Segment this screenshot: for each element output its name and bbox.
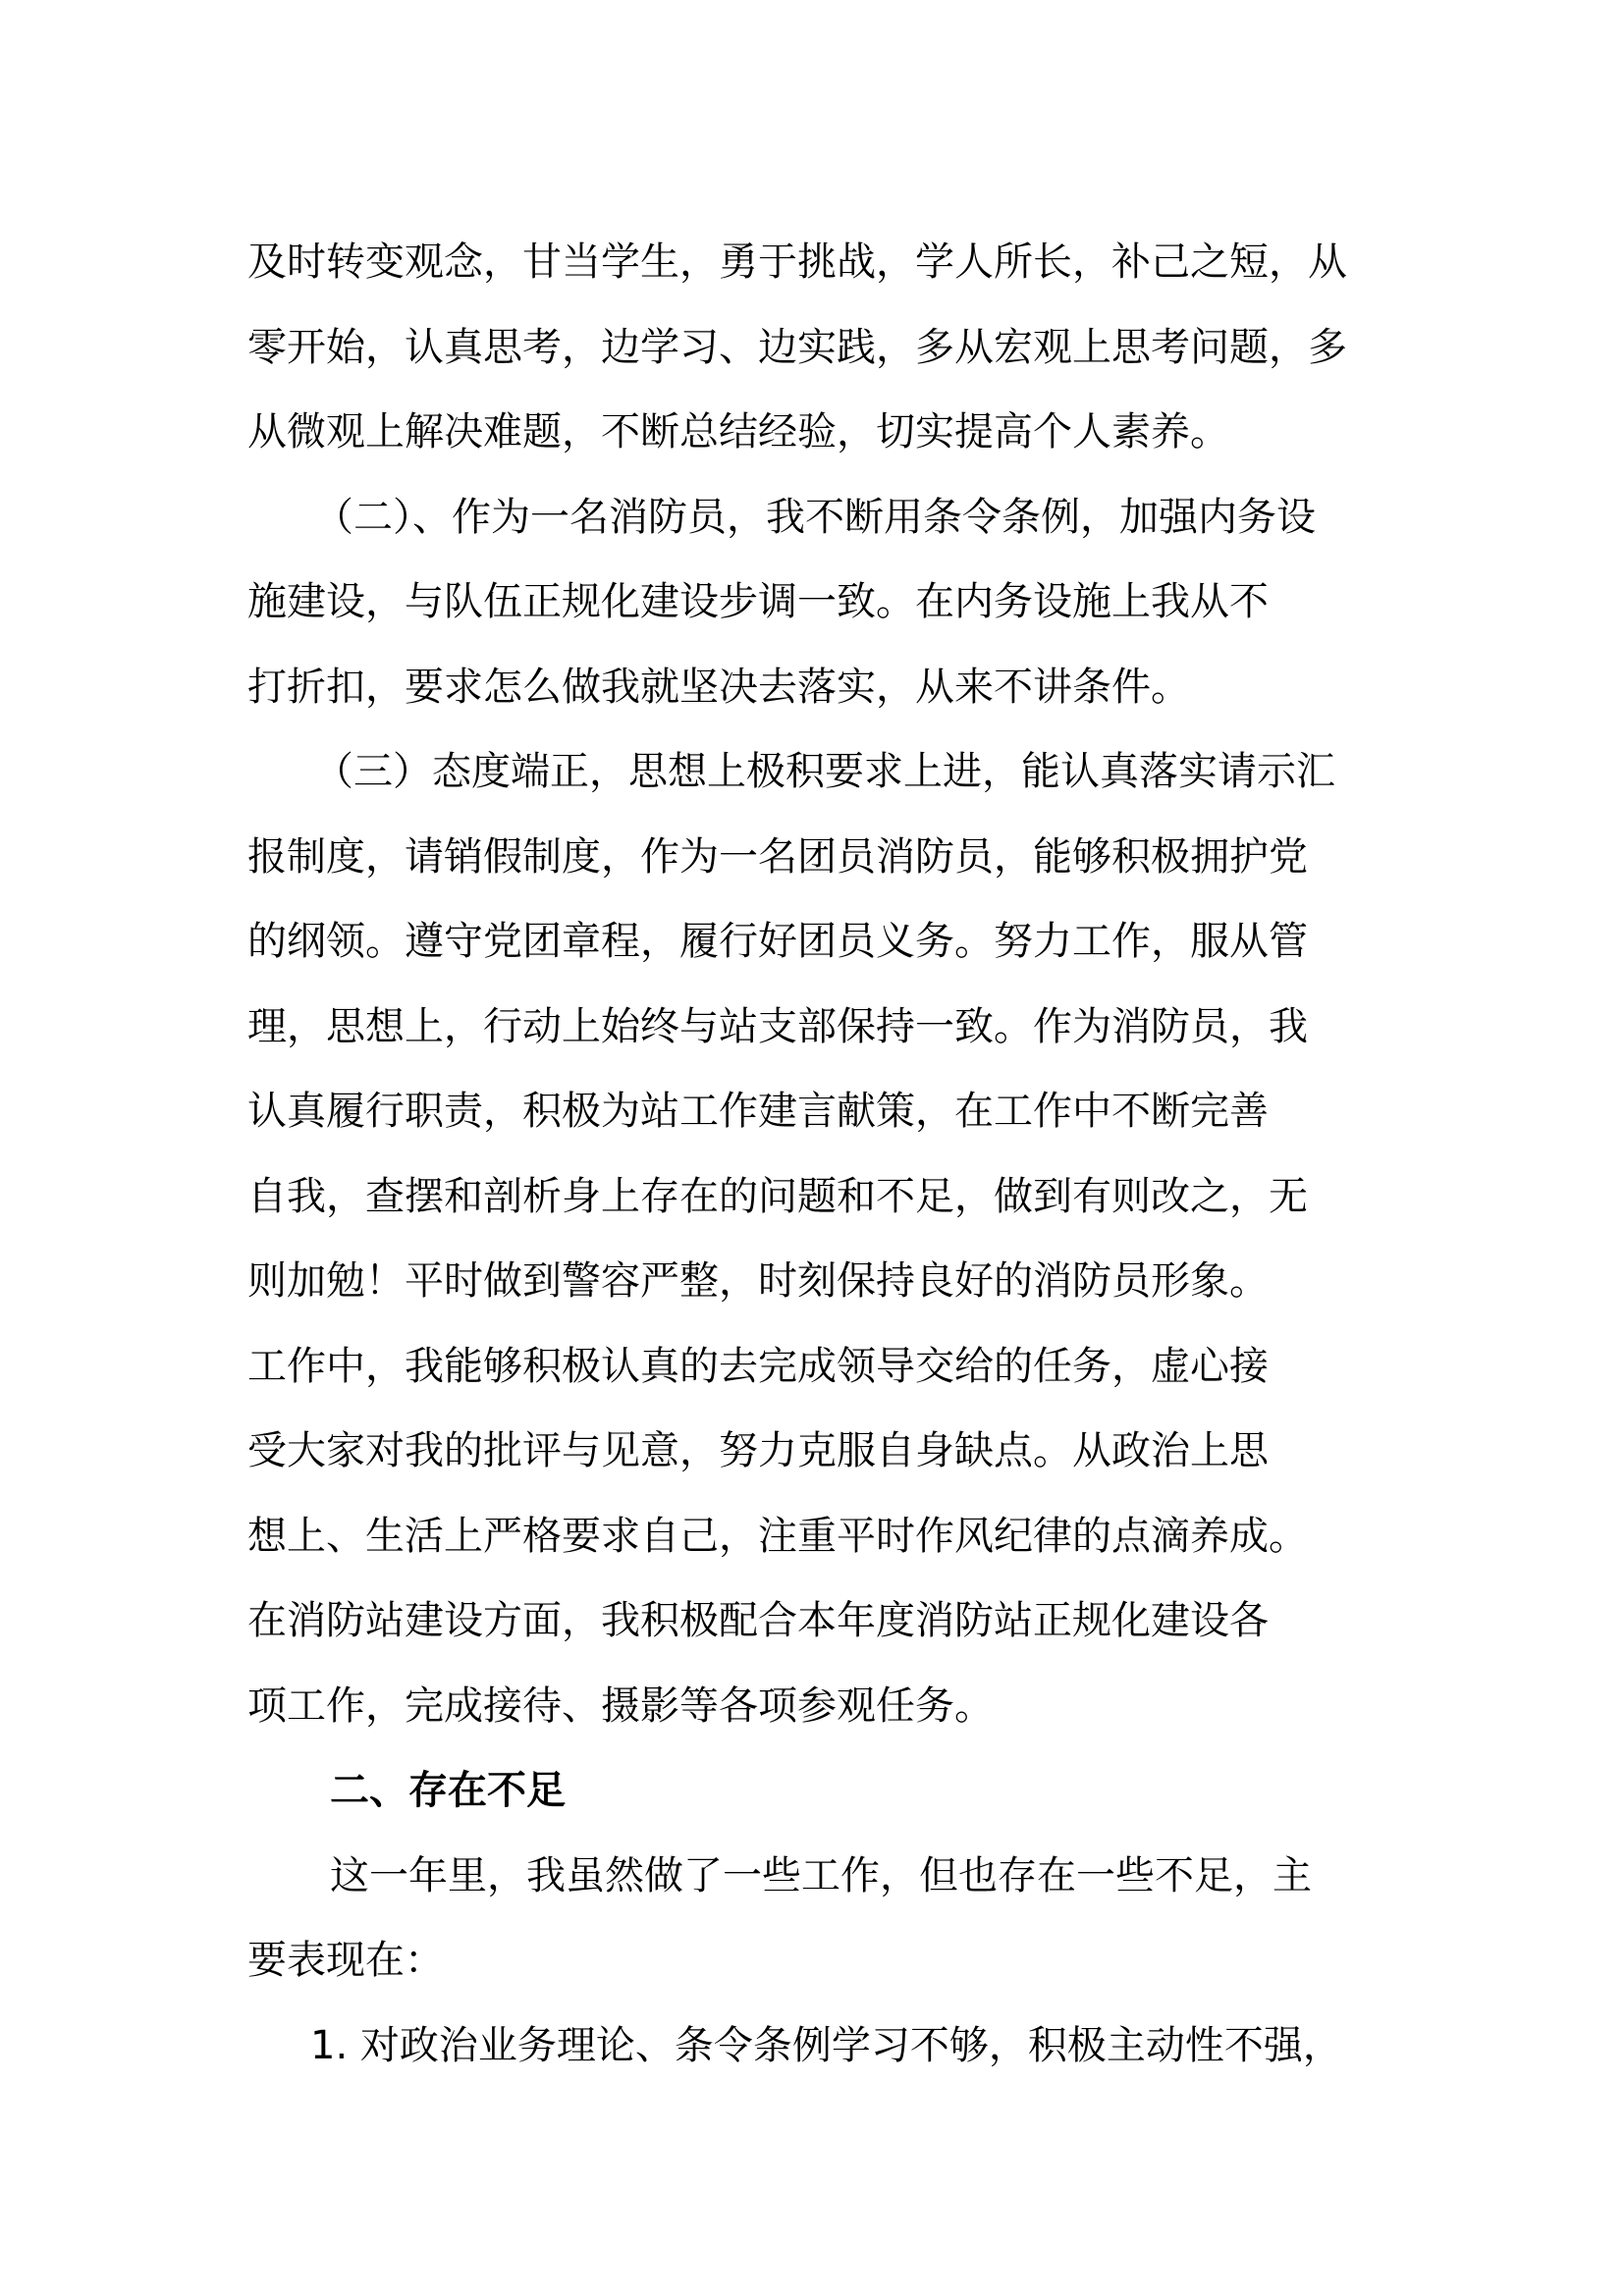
paragraph-line: 打折扣，要求怎么做我就坚决去落实，从来不讲条件。: [247, 664, 1190, 710]
paragraph-line: 从微观上解决难题，不断总结经验，切实提高个人素养。: [247, 409, 1229, 454]
list-item-1: 1. 对政治业务理论、条令条例学习不够，积极主动性不强，: [310, 2022, 1342, 2068]
document-body: [247, 220, 1386, 2088]
paragraph-line: 则加勉！平时做到警容严整，时刻保持良好的消防员形象。: [247, 1258, 1269, 1304]
paragraph-line: 报制度，请销假制度，作为一名团员消防员，能够积极拥护党: [247, 833, 1308, 880]
paragraph-line: 零开始，认真思考，边学习、边实践，多从宏观上思考问题，多: [247, 324, 1347, 370]
paragraph-line: 想上、生活上严格要求自己，注重平时作风纪律的点滴养成。: [247, 1513, 1308, 1559]
paragraph-line: 要表现在：: [247, 1938, 444, 1983]
paragraph-line: 在消防站建设方面，我积极配合本年度消防站正规化建设各: [247, 1598, 1269, 1643]
paragraph-line: 自我，查摆和剖析身上存在的问题和不足，做到有则改之，无: [247, 1173, 1308, 1219]
paragraph-line: 项工作，完成接待、摄影等各项参观任务。: [247, 1682, 994, 1729]
paragraph-line: 工作中，我能够积极认真的去完成领导交给的任务，虚心接: [247, 1343, 1269, 1389]
paragraph-line: 的纲领。遵守党团章程，履行好团员义务。努力工作，服从管: [247, 919, 1308, 964]
paragraph-line: 施建设，与队伍正规化建设步调一致。在内务设施上我从不: [247, 579, 1269, 624]
section-2-first-line: （二）、作为一名消防员，我不断用条令条例，加强内务设: [314, 494, 1316, 540]
paragraph-line: 认真履行职责，积极为站工作建言献策，在工作中不断完善: [247, 1089, 1269, 1134]
section-3-first-line: （三）态度端正，思想上极积要求上进，能认真落实请示汇: [314, 749, 1335, 794]
paragraph-line: 理，思想上，行动上始终与站支部保持一致。作为消防员，我: [247, 1003, 1308, 1049]
shortcomings-intro-line: 这一年里，我虽然做了一些工作，但也存在一些不足，主: [330, 1852, 1312, 1898]
paragraph-line: 及时转变观念，甘当学生，勇于挑战，学人所长，补己之短，从: [247, 240, 1347, 285]
paragraph-line: 受大家对我的批评与见意，努力克服自身缺点。从政治上思: [247, 1428, 1269, 1473]
section-heading-shortcomings: 二、存在不足: [330, 1768, 566, 1813]
